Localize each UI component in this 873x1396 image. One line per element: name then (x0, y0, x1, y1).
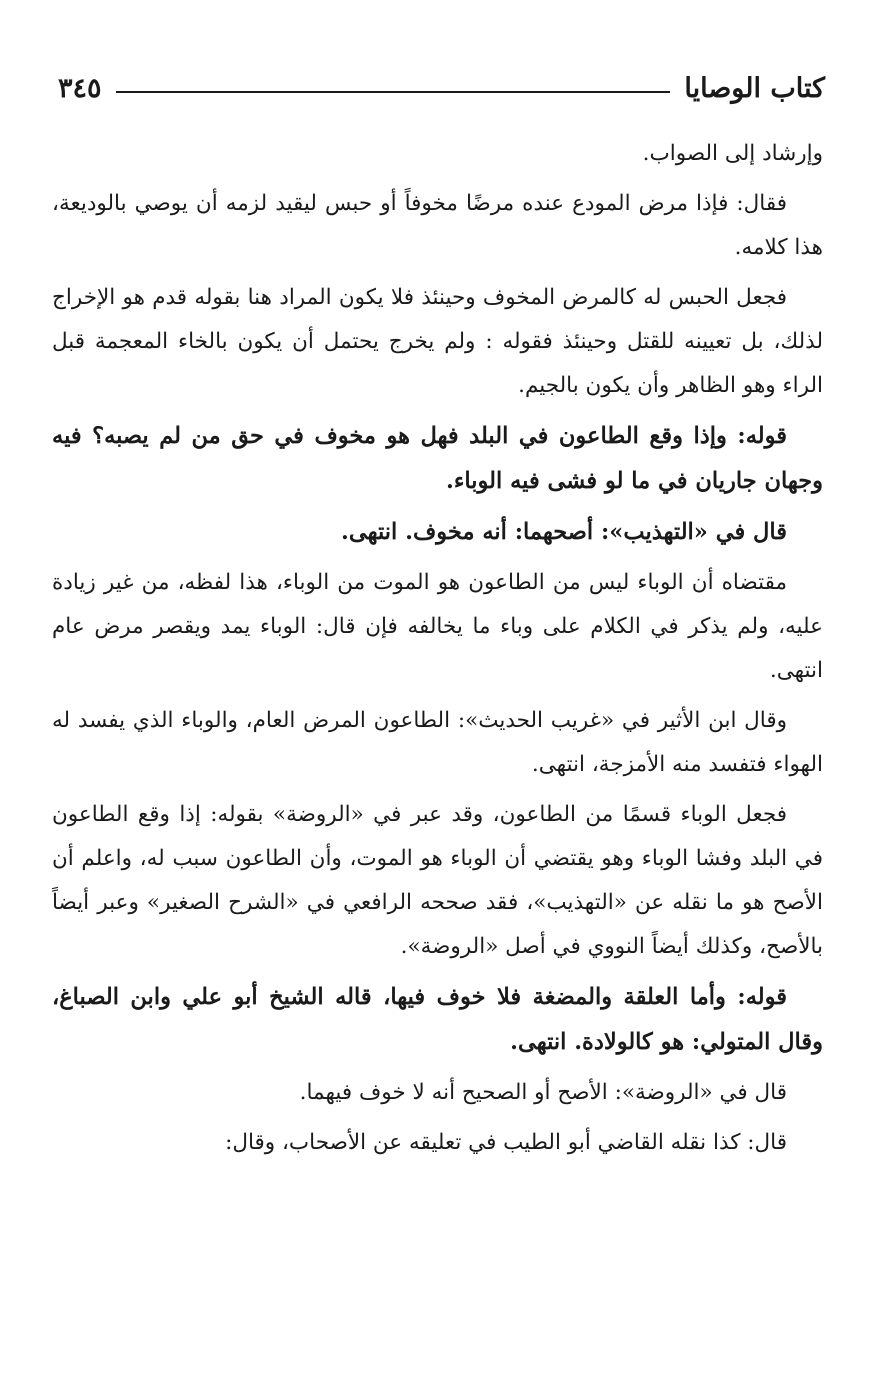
paragraph: مقتضاه أن الوباء ليس من الطاعون هو الموت من الوباء، هذا لفظه، من غير زيادة عليه، ولم يذكر في الكلام على وباء ما يخالفه فإن قال: الوباء يمد ويقصر مرض عام انتهى. (52, 570, 823, 683)
page-header (58, 66, 825, 110)
bold-quote-paragraph: قال في «التهذيب»: أصحهما: أنه مخوف. انتهى. (341, 519, 787, 545)
paragraph: قال: كذا نقله القاضي أبو الطيب في تعليقه عن الأصحاب، وقال: (225, 1130, 787, 1155)
running-title: كتاب الوصايا (684, 72, 825, 104)
paragraph: فجعل الوباء قسمًا من الطاعون، وقد عبر في «الروضة» بقوله: إذا وقع الطاعون في البلد وفشا الوباء وهو يقتضي أن الوباء هو الموت، وأن الطاعون سبب له، واعلم أن الأصح هو ما نقله عن «التهذيب»، فقد صححه الرافعي في «الشرح الصغير» وعبر أيضاً بالأصح، وكذلك أيضاً النووي في أصل «الروضة». (52, 802, 823, 959)
header-rule (116, 91, 671, 93)
page-body (52, 132, 823, 1171)
paragraph: وإرشاد إلى الصواب. (642, 141, 823, 166)
paragraph: قال في «الروضة»: الأصح أو الصحيح أنه لا خوف فيهما. (299, 1080, 787, 1105)
paragraph: فجعل الحبس له كالمرض المخوف وحينئذ فلا يكون المراد هنا بقوله قدم هو الإخراج لذلك، بل تعيينه للقتل وحينئذ فقوله : ولم يخرج يحتمل أن يكون بالخاء المعجمة قبل الراء وهو الظاهر وأن يكون بالجيم. (52, 285, 823, 398)
page-number: ٣٤٥ (58, 72, 102, 104)
bold-quote-paragraph: قوله: وإذا وقع الطاعون في البلد فهل هو مخوف في حق من لم يصبه؟ فيه وجهان جاريان في ما لو فشى فيه الوباء. (52, 423, 823, 494)
paragraph: فقال: فإذا مرض المودع عنده مرضًا مخوفاً أو حبس ليقيد لزمه أن يوصي بالوديعة، هذا كلامه. (52, 191, 823, 260)
bold-quote-paragraph: قوله: وأما العلقة والمضغة فلا خوف فيها، قاله الشيخ أبو علي وابن الصباغ، وقال المتولي: هو كالولادة. انتهى. (52, 984, 823, 1055)
paragraph: وقال ابن الأثير في «غريب الحديث»: الطاعون المرض العام، والوباء الذي يفسد له الهواء فتفسد منه الأمزجة، انتهى. (52, 708, 823, 777)
